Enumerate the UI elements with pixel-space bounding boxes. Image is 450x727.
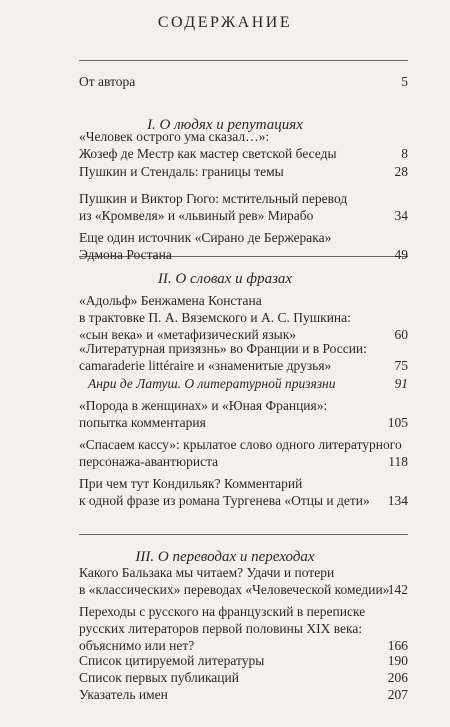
toc-entry[interactable] [79, 128, 408, 162]
entry-title-line: в «классических» переводах «Человеческой комедии» [79, 582, 390, 597]
section-heading: II. О словах и фразах [157, 271, 293, 287]
page-number: 8 [401, 146, 408, 161]
toc-entry[interactable] [79, 229, 408, 263]
entry-title-line: От автора [79, 74, 136, 89]
page-number: 118 [388, 454, 408, 469]
entry-title-line: персонажа-авантюриста [79, 454, 219, 469]
entry-title-line: попытка комментария [79, 415, 206, 430]
toc-entry[interactable] [79, 669, 408, 686]
toc-entry[interactable] [79, 292, 408, 343]
entry-title-line: Жозеф де Местр как мастер светской беседы [79, 146, 337, 161]
entry-title-line: из «Кромвеля» и «львиный рев» Мирабо [79, 208, 314, 223]
toc-entry[interactable] [79, 564, 408, 598]
entry-title-line: Список первых публикаций [79, 670, 239, 685]
toc-entry[interactable] [79, 397, 408, 431]
toc-entry[interactable] [79, 73, 408, 90]
page-number: 60 [394, 327, 408, 342]
divider-rule [79, 534, 408, 535]
entry-title-line: При чем тут Кондильяк? Комментарий [79, 476, 303, 491]
entry-title-line: объяснимо или нет? [79, 638, 195, 653]
entry-title-line: к одной фразе из романа Тургенева «Отцы и дети» [79, 493, 370, 508]
entry-title-line: Эдмона Ростана [79, 247, 172, 262]
page-number: 134 [387, 493, 408, 508]
page-number: 166 [387, 638, 408, 653]
page-title: СОДЕРЖАНИЕ [157, 14, 293, 31]
section-heading: I. О людях и репутациях [147, 117, 303, 133]
entry-title-line: «Спасаем кассу»: крылатое слово одного литературного [79, 437, 402, 452]
entry-title-line: Список цитируемой литературы [79, 653, 265, 668]
page-number: 5 [401, 74, 408, 89]
toc-entry[interactable] [79, 603, 408, 654]
entry-title-line: Еще один источник «Сирано де Бержерака» [79, 230, 332, 245]
page-number: 34 [394, 208, 408, 223]
page-number: 142 [387, 582, 408, 597]
entry-title-line: «Литературная призязнь» во Франции и в России: [79, 341, 367, 356]
toc-entry[interactable] [79, 436, 408, 470]
entry-title-line: «Адольф» Бенжамена Констана [79, 293, 262, 308]
entry-title-line: camaraderie littéraire и «знаменитые друзья» [79, 358, 332, 373]
entry-title-line: Какого Бальзака мы читаем? Удачи и потери [79, 565, 335, 580]
toc-entry[interactable] [79, 340, 408, 374]
entry-title-line: Указатель имен [79, 687, 168, 702]
entry-title-line: «Порода в женщинах» и «Юная Франция»: [79, 398, 328, 413]
entry-title-line: русских литераторов первой половины XIX века: [79, 621, 363, 636]
entry-title-line: «Человек острого ума сказал…»: [79, 129, 270, 144]
entry-title-line: «сын века» и «метафизический язык» [79, 327, 297, 342]
toc-entry[interactable] [79, 475, 408, 509]
page-number: 75 [394, 358, 408, 373]
entry-title-line: Анри де Латуш. О литературной призязни [88, 376, 336, 391]
toc-entry[interactable] [79, 652, 408, 669]
toc-entry[interactable] [79, 686, 408, 703]
divider-rule [79, 60, 408, 61]
entry-title-line: Пушкин и Виктор Гюго: мстительный перевод [79, 191, 348, 206]
entry-title-line: Пушкин и Стендаль: границы темы [79, 164, 284, 179]
entry-title-line: Переходы с русского на французский в переписке [79, 604, 366, 619]
toc-entry[interactable] [88, 375, 408, 392]
page-number: 190 [387, 653, 408, 668]
page-number: 91 [394, 376, 408, 391]
section-heading: III. О переводах и переходах [135, 549, 315, 565]
page-number: 206 [387, 670, 408, 685]
page-number: 105 [387, 415, 408, 430]
page-number: 49 [394, 247, 408, 262]
toc-entry[interactable] [79, 163, 408, 180]
entry-title-line: в трактовке П. А. Вяземского и А. С. Пушкина: [79, 310, 351, 325]
page-number: 207 [387, 687, 408, 702]
toc-entry[interactable] [79, 190, 408, 224]
page-number: 28 [394, 164, 408, 179]
